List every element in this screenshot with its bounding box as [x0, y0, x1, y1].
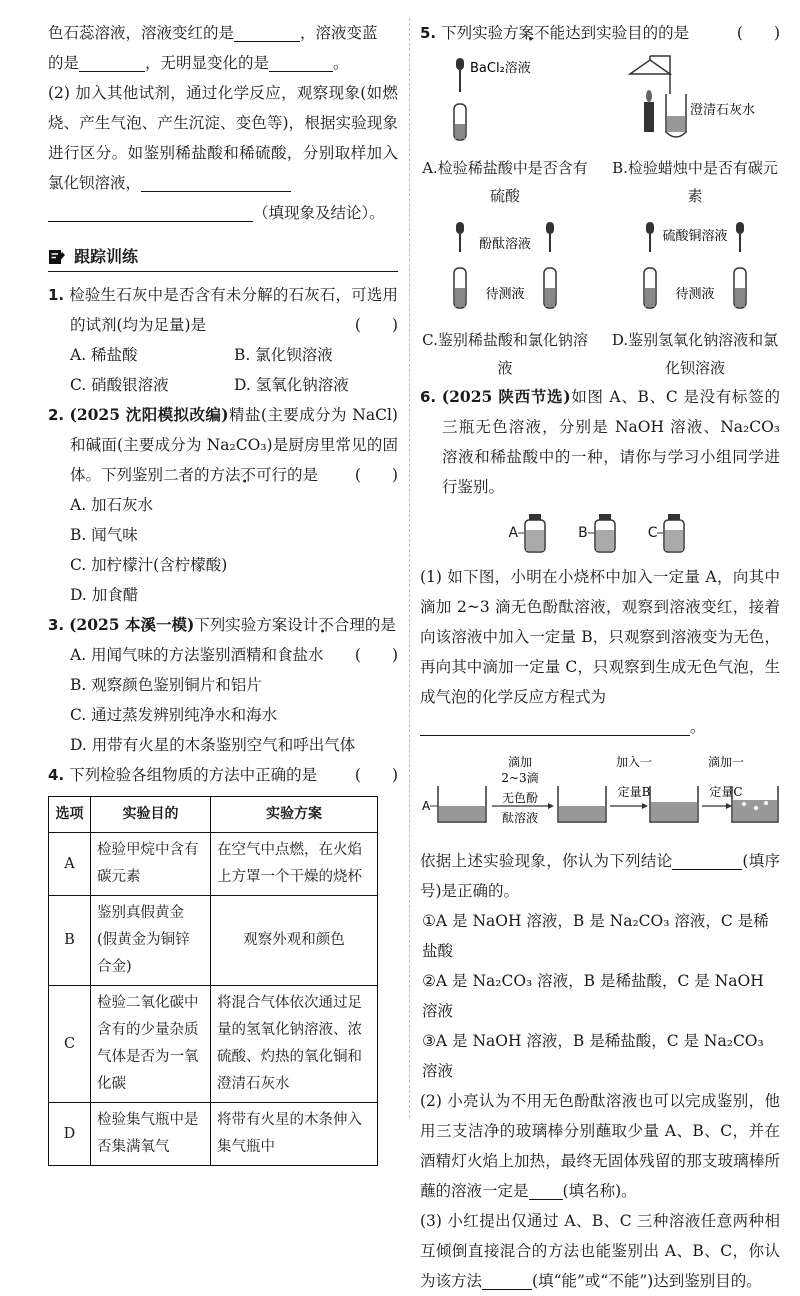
question-5: 5. 下列实验方案不能达到实验目的的是 ( ) BaCl₂溶液 A.检验稀盐酸中是否含有硫酸 澄清石灰水 B.检验蜡烛中是否有碳元素 酚酞溶液 待测液 C.鉴别稀盐酸和氯化钠溶液 硫酸铜溶液 待测液 D.鉴别氢氧化钠溶液和氯化钡溶液	[420, 18, 780, 382]
option-a: A. 加石灰水	[70, 496, 154, 514]
emphasis-text: 不合理	[318, 616, 365, 634]
bottle-row	[420, 512, 780, 554]
question-source: (2025 本溪一模)	[69, 615, 195, 634]
dropper-test-tube-figure	[420, 54, 590, 144]
question-3: 3. (2025 本溪一模)下列实验方案设计不合理的是 ( ) A. 用闻气味的方法鉴别酒精和食盐水 B. 观察颜色鉴别铜片和铝片 C. 通过蒸发辨别纯净水和海水 D. 用带有火星的木条鉴别空气和呼出气体	[48, 610, 398, 760]
choice-list	[420, 906, 780, 1086]
answer-paren[interactable]: ( )	[354, 766, 398, 784]
intro-paragraph-2: (2) 加入其他试剂，通过化学反应，观察现象(如燃烧、产生气泡、产生沉淀、变色等)，根据实验现象进行区分。如鉴别稀盐酸和稀硫酸，分别取样加入氯化钡溶液， （填现象及结论）。	[48, 84, 398, 222]
table-row: A 检验甲烷中含有碳元素 在空气中点燃，在火焰上方罩一个干燥的烧杯	[49, 833, 378, 896]
bottle-c: C	[648, 512, 692, 554]
table-header: 实验方案	[211, 797, 378, 833]
option-a: A. 用闻气味的方法鉴别酒精和食盐水	[70, 646, 324, 664]
table-header: 实验目的	[91, 797, 211, 833]
q6-conclusion: 依据上述实验现象，你认为下列结论 (填序号)是正确的。	[420, 852, 780, 900]
table-row: B 鉴别真假黄金(假黄金为铜锌合金) 观察外观和颜色	[49, 896, 378, 986]
q6-part-2: (2) 小亮认为不用无色酚酞溶液也可以完成鉴别，他用三支洁净的玻璃棒分别蘸取少量 A、B、C，并在酒精灯火焰上加热，最终无固体残留的那支玻璃棒所蘸的溶液一定是 (填名称)。	[420, 1092, 780, 1200]
list-item: ②A 是 Na₂CO₃ 溶液，B 是稀盐酸，C 是 NaOH 溶液	[422, 972, 764, 1020]
reagent-label: 酚酞溶液	[478, 237, 532, 252]
right-column	[420, 18, 780, 1296]
svg-text:无色酚: 无色酚	[501, 791, 539, 805]
answer-paren[interactable]: ( )	[354, 646, 398, 664]
answer-blank[interactable]	[420, 716, 690, 736]
question-source: (2025 沈阳模拟改编)	[69, 405, 229, 424]
svg-text:A: A	[422, 799, 431, 813]
table-row: C 检验二氧化碳中含有的少量杂质气体是否为一氧化碳 将混合气体依次通过足量的氢氧化钠溶液、浓硫酸、灼热的氧化铜和澄清石灰水	[49, 986, 378, 1103]
answer-blank[interactable]	[141, 172, 291, 192]
bottle-b: B	[578, 512, 622, 554]
two-tubes-figure	[610, 216, 780, 316]
reagent-label: BaCl₂溶液	[470, 61, 531, 76]
reagent-bottle-icon	[518, 512, 552, 554]
emphasis-text: 不能	[534, 24, 566, 42]
answer-blank[interactable]	[529, 1180, 563, 1200]
procedure-flow	[420, 752, 780, 840]
column-divider	[409, 18, 410, 1118]
intro-line-1: 色石蕊溶液，溶液变红的是 ，溶液变蓝	[48, 24, 378, 42]
table-header: 选项	[49, 797, 91, 833]
reagent-bottle-icon	[588, 512, 622, 554]
figure-d	[610, 216, 780, 382]
svg-text:定量B: 定量B	[617, 785, 651, 799]
q6-part-3: (3) 小红提出仅通过 A、B、C 三种溶液任意两种相互倾倒直接混合的方法也能鉴别出 A、B、C，你认为该方法 (填“能”或“不能”)达到鉴别目的。	[420, 1212, 780, 1290]
left-column	[48, 18, 398, 1166]
option-c: C. 硝酸银溶液	[70, 376, 169, 394]
table-row: D 检验集气瓶中是否集满氧气 将带有火星的木条伸入集气瓶中	[49, 1103, 378, 1166]
question-4: 4. 下列检验各组物质的方法中正确的是 ( ) 选项 实验目的 实验方案 A 检验甲烷中含有碳元素 在空气中点燃，在火焰上方罩一个干燥的烧杯 B 鉴别真假黄金(假黄金为铜锌合金) 观察外观和颜色 C 检验二氧化碳中含有的少量杂质气体是否为一氧化碳 将混合气体依次通过足量的氢氧化钠溶液、浓硫酸、灼热的氧化铜和澄清石灰水 D 检验集气瓶中是否集满氧气 将带有火星的木条伸入集气瓶中	[48, 760, 398, 1166]
reagent-label: 澄清石灰水	[690, 103, 756, 118]
section-title: 跟踪训练	[74, 246, 139, 266]
answer-paren[interactable]: ( )	[354, 466, 398, 484]
figure-caption: A.检验稀盐酸中是否含有硫酸	[422, 159, 588, 205]
option-b: B. 闻气味	[70, 526, 138, 544]
svg-text:加入一: 加入一	[615, 755, 653, 769]
sample-label: 待测液	[485, 287, 525, 302]
svg-text:酞溶液: 酞溶液	[501, 811, 539, 825]
list-item: ③A 是 NaOH 溶液，B 是稀盐酸，C 是 Na₂CO₃ 溶液	[422, 1032, 764, 1080]
section-header	[48, 242, 398, 272]
option-c: C. 加柠檬汁(含柠檬酸)	[70, 556, 228, 574]
figure-a	[420, 54, 590, 210]
bottle-a: A	[509, 512, 553, 554]
figure-caption: D.鉴别氢氧化钠溶液和氯化钡溶液	[611, 331, 779, 377]
two-tubes-figure	[420, 216, 590, 316]
svg-text:滴加一: 滴加一	[707, 755, 745, 769]
figure-c	[420, 216, 590, 382]
option-d: D. 加食醋	[70, 586, 139, 604]
answer-blank[interactable]	[482, 1270, 532, 1290]
answer-blank[interactable]	[234, 22, 300, 42]
question-6: 6. (2025 陕西节选)如图 A、B、C 是没有标签的三瓶无色溶液，分别是 NaOH 溶液、Na₂CO₃ 溶液和稀盐酸中的一种，请你与学习小组同学进行鉴别。 A B C (1) 如下图，小明在小烧杯中加入一定量 A，向其中滴加 2~3 滴无色酚酞溶液，观察到溶液变红，接着向该溶液中加入一定量 B，只观察到溶液变为无色，再向其中滴加一定量 C，只观察到生成无色气泡，生成气泡的化学反应方程式为 。 A 滴加 2~3滴 无色酚 酞溶液 加入一 定量B 滴加一 定量C 依据上述实验现象，你认为下列结论 (填序号)是正确的。 ①A 是 NaOH 溶液，B 是 Na₂CO₃ 溶液，C 是稀盐酸 ②A 是 Na₂CO₃ 溶液，B 是稀盐酸，C 是 NaOH 溶液 ③A 是 NaOH 溶液，B 是稀盐酸，C 是 Na₂CO₃ 溶液 (2) 小亮认为不用无色酚酞溶液也可以完成鉴别，他用三支洁净的玻璃棒分别蘸取少量 A、B、C，并在酒精灯火焰上加热，最终无固体残留的那支玻璃棒所蘸的溶液一定是 (填名称)。 (3) 小红提出仅通过 A、B、C 三种溶液任意两种相互倾倒直接混合的方法也能鉴别出 A、B、C，你认为该方法 (填“能”或“不能”)达到鉴别目的。	[420, 382, 780, 1296]
question-source: (2025 陕西节选)	[441, 387, 571, 406]
q6-part-1: (1) 如下图，小明在小烧杯中加入一定量 A，向其中滴加 2~3 滴无色酚酞溶液，观察到溶液变红，接着向该溶液中加入一定量 B，只观察到溶液变为无色，再向其中滴加一定量 C，只观察到生成无色气泡，生成气泡的化学反应方程式为 。	[420, 568, 780, 736]
answer-paren[interactable]: ( )	[736, 24, 780, 42]
option-b: B. 氯化钡溶液	[234, 346, 333, 364]
option-b: B. 观察颜色鉴别铜片和铝片	[70, 676, 262, 694]
svg-text:2~3滴: 2~3滴	[501, 771, 539, 785]
question-2: 2. (2025 沈阳模拟改编)精盐(主要成分为 NaCl)和碱面(主要成分为 Na₂CO₃)是厨房里常见的固体。下列鉴别二者的方法不可行的是 ( ) A. 加石灰水 B. 闻气味 C. 加柠檬汁(含柠檬酸) D. 加食醋	[48, 400, 398, 610]
svg-text:滴加: 滴加	[507, 755, 533, 769]
beaker-flow-diagram	[420, 752, 780, 830]
option-d: D. 用带有火星的木条鉴别空气和呼出气体	[70, 736, 356, 754]
pencil-note-icon	[48, 248, 66, 266]
figure-caption: B.检验蜡烛中是否有碳元素	[612, 159, 778, 205]
emphasis-text: 不可行	[240, 466, 288, 484]
option-d: D. 氢氧化钠溶液	[234, 376, 349, 394]
question-1: 1. 检验生石灰中是否含有未分解的石灰石，可选用的试剂(均为足量)是 ( ) A. 稀盐酸 B. 氯化钡溶液 C. 硝酸银溶液 D. 氢氧化钠溶液	[48, 280, 398, 400]
svg-text:定量C: 定量C	[709, 785, 743, 799]
answer-paren[interactable]: ( )	[354, 316, 398, 334]
intro-line-2: 的是 ，无明显变化的是 。	[48, 54, 349, 72]
sample-label: 待测液	[675, 287, 715, 302]
option-a: A. 稀盐酸	[70, 346, 138, 364]
list-item: ①A 是 NaOH 溶液，B 是 Na₂CO₃ 溶液，C 是稀盐酸	[422, 912, 769, 960]
reagent-label: 硫酸铜溶液	[662, 229, 728, 244]
answer-blank[interactable]	[79, 52, 145, 72]
option-c: C. 通过蒸发辨别纯净水和海水	[70, 706, 278, 724]
figure-b	[610, 54, 780, 210]
options-table	[48, 796, 378, 1166]
figure-caption: C.鉴别稀盐酸和氯化钠溶液	[422, 331, 588, 377]
answer-blank[interactable]	[672, 850, 742, 870]
candle-funnel-figure	[610, 54, 780, 144]
answer-blank[interactable]	[269, 52, 333, 72]
reagent-bottle-icon	[657, 512, 691, 554]
answer-blank[interactable]	[48, 202, 253, 222]
